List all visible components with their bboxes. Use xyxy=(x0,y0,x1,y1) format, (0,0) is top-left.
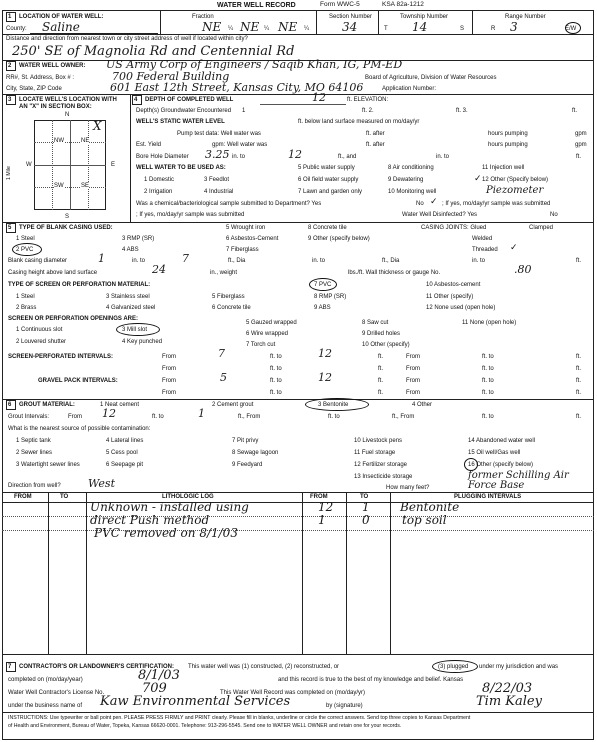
grout-to-value: 1 xyxy=(198,407,205,420)
casing-1: 1 Steel xyxy=(16,236,35,242)
spi-to-value: 12 xyxy=(318,347,332,360)
chem-no-check-icon: ✓ xyxy=(430,197,438,207)
gpi-from-3: From xyxy=(162,390,176,396)
spi-ft-3: ft. xyxy=(378,366,384,372)
blank-casing-diameter-label: Blank casing diameter xyxy=(8,258,68,264)
use-other-value: Piezometer xyxy=(486,185,544,196)
grout-from-value: 12 xyxy=(102,407,116,420)
quadrant-ne: NE xyxy=(81,138,90,144)
plug-1-from: 12 xyxy=(318,500,334,514)
disinfected-label: Water Well Disinfected? Yes xyxy=(402,212,478,218)
grout-ft-to-2: ft. to xyxy=(328,414,340,420)
spi-ft-to-1: ft. to xyxy=(270,354,282,360)
city-state-zip-label: City, State, ZIP Code xyxy=(6,86,62,92)
fraction-q2: NE xyxy=(240,20,260,34)
casing-2: 2 PVC xyxy=(16,247,34,253)
plug-2-to: 0 xyxy=(362,513,370,527)
casing-height-label: Casing height above land surface xyxy=(8,270,98,276)
screen-10: 10 Asbestos-cement xyxy=(426,282,481,288)
range-ew: E/W xyxy=(565,26,577,32)
use-10: 10 Monitoring well xyxy=(388,189,437,195)
owner-value: US Army Corp of Engineers / Saqib Khan, IG, PM-ED xyxy=(106,58,403,71)
bcd-in-to: in. to xyxy=(132,258,146,264)
form-number: Form WWC-5 xyxy=(320,1,360,8)
water-well-record-form xyxy=(2,2,594,740)
casing-7: 7 Fiberglass xyxy=(226,247,259,253)
openings-label: SCREEN OR PERFORATION OPENINGS ARE: xyxy=(8,316,139,322)
source-8: 8 Sewage lagoon xyxy=(232,450,279,456)
plug-2-from: 1 xyxy=(318,513,326,527)
use-9: 9 Dewatering xyxy=(388,177,424,183)
county-label: County: xyxy=(6,26,27,32)
section-1-number: 1 xyxy=(8,14,12,20)
fraction-label: Fraction xyxy=(192,14,214,20)
source-15: 15 Oil well/Gas well xyxy=(468,450,521,456)
address-value: 700 Federal Building xyxy=(112,70,230,83)
use-5: 5 Public water supply xyxy=(298,165,355,171)
casing-height: 24 xyxy=(152,263,166,276)
bore-label: Bore Hole Diameter xyxy=(136,154,189,160)
section-2-number: 2 xyxy=(8,63,12,69)
log-header-to-2: TO xyxy=(360,494,369,500)
lithology-line-2: direct Push method xyxy=(90,513,210,527)
plugged-circle xyxy=(432,660,478,673)
ksa-number: KSA 82a-1212 xyxy=(382,1,424,8)
quarter-symbol: ¼ xyxy=(304,26,310,32)
opening-6: 6 Wire wrapped xyxy=(246,331,289,337)
gpi-from-4: From xyxy=(406,390,420,396)
application-number-label: Application Number: xyxy=(382,86,437,92)
casing-9: 9 Other (specify below) xyxy=(308,236,370,242)
screen-11: 11 Other (specify) xyxy=(426,294,474,300)
screen-3: 3 Stainless steel xyxy=(106,294,150,300)
source-2: 2 Sewer lines xyxy=(16,450,53,456)
gpi-from-1: From xyxy=(162,378,176,384)
opening-5: 5 Gauzed wrapped xyxy=(246,320,297,326)
static-level-label: WELL'S STATIC WATER LEVEL xyxy=(136,119,225,125)
spi-ft-to-4: ft. to xyxy=(482,366,494,372)
gpi-from-2: From xyxy=(406,378,420,384)
disinfected-no: No xyxy=(550,212,558,218)
gpi-to-value: 12 xyxy=(318,371,332,384)
opening-9: 9 Drilled holes xyxy=(362,331,401,337)
cert-plugged: (3) plugged xyxy=(438,664,469,670)
casing-6: 6 Asbestos-Cement xyxy=(226,236,279,242)
other-source-value: former Schilling Air Force Base xyxy=(468,470,569,491)
bore-depth: 12 xyxy=(288,148,302,161)
bcd-in-to-2: in. to xyxy=(312,258,326,264)
screen-5: 5 Fiberglass xyxy=(212,294,245,300)
source-4: 4 Lateral lines xyxy=(106,438,144,444)
log-header-plugging: PLUGGING INTERVALS xyxy=(454,494,522,500)
completed-on-label: completed on (mo/day/year) xyxy=(8,677,83,683)
yield-label-2: gpm: Well water was xyxy=(212,142,268,148)
gpi-ft-2: ft. xyxy=(576,378,582,384)
range-value: 3 xyxy=(510,20,518,34)
yield-gpm: gpm xyxy=(575,142,587,148)
yield-after: ft. after xyxy=(366,142,385,148)
screen-1: 1 Steel xyxy=(16,294,35,300)
opening-3: 3 Mill slot xyxy=(122,327,148,333)
grout-ft-from-2: ft., From xyxy=(392,414,415,420)
section-4-number: 4 xyxy=(134,97,138,103)
grout-intervals-label: Grout Intervals: xyxy=(8,414,50,420)
source-10: 10 Livestock pens xyxy=(354,438,403,444)
ew-circle xyxy=(565,22,581,34)
use-12-check-icon: ✓ xyxy=(474,174,482,184)
license-label: Water Well Contractor's License No. xyxy=(8,690,105,696)
use-2: 2 Irrigation xyxy=(144,189,173,195)
casing-3: 3 RMP (SR) xyxy=(122,236,155,242)
plug-2-material: top soil xyxy=(402,513,447,527)
signature: Tim Kaley xyxy=(476,694,542,709)
one-mile-label: 1 Mile xyxy=(6,166,12,180)
pump-test-label: Pump test data: Well water was xyxy=(177,131,261,137)
source-14: 14 Abandoned water well xyxy=(468,438,536,444)
quadrant-nw: NW xyxy=(54,138,64,144)
quarter-symbol: ¼ xyxy=(228,26,234,32)
gw-3: ft. 3. xyxy=(456,108,468,114)
cert-line-1: This water well was (1) constructed, (2) reconstructed, or xyxy=(188,664,340,670)
spi-ft-to-3: ft. to xyxy=(270,366,282,372)
distance-label: Distance and direction from nearest town or city street address of well if located within city? xyxy=(6,36,248,42)
use-1: 1 Domestic xyxy=(144,177,175,183)
county-value: Saline xyxy=(42,20,80,34)
use-3: 3 Feedlot xyxy=(204,177,230,183)
bcd-ft-dia-2: ft., Dia xyxy=(382,258,400,264)
city-state-zip-value: 601 East 12th Street, Kansas City, MO 64106 xyxy=(110,81,364,94)
well-location-mark: X xyxy=(93,119,102,133)
spi-ft-2: ft. xyxy=(576,354,582,360)
yield-label: Est. Yield xyxy=(136,142,162,148)
board-label: Board of Agriculture, Division of Water Resources xyxy=(365,75,497,81)
cert-line-2b: and this record is true to the best of my knowledge and belief. Kansas xyxy=(278,677,464,683)
pump-after: ft. after xyxy=(366,131,385,137)
plug-1-to: 1 xyxy=(362,500,370,514)
spi-from-4: From xyxy=(406,366,420,372)
casing-8: 8 Concrete tile xyxy=(308,225,347,231)
casing-joints-threaded: Threaded xyxy=(472,247,498,253)
grout-4: 4 Other xyxy=(412,402,433,408)
quadrant-sw: SW xyxy=(54,183,64,189)
casing-joints-welded: Welded xyxy=(472,236,493,242)
bore-in-to: in. to xyxy=(232,154,246,160)
gpi-ft-4: ft. xyxy=(576,390,582,396)
yield-hours: hours pumping xyxy=(488,142,528,148)
township-label: Township Number xyxy=(400,14,449,20)
screen-8: 8 RMP (SR) xyxy=(314,294,347,300)
use-6: 6 Oil field water supply xyxy=(298,177,359,183)
casing-joints-clamped: Clamped xyxy=(529,225,554,231)
quadrant-se: SE xyxy=(81,183,90,189)
township-S: S xyxy=(460,26,465,32)
signature-label: by (signature) xyxy=(326,703,363,709)
casing-4: 4 ABS xyxy=(122,247,139,253)
casing-5: 5 Wrought iron xyxy=(226,225,266,231)
business-name-label: under the business name of xyxy=(8,703,83,709)
location-label: LOCATION OF WATER WELL: xyxy=(19,14,104,20)
source-7: 7 Pit privy xyxy=(232,438,259,444)
opening-10: 10 Other (specify) xyxy=(362,342,410,348)
screen-12: 12 None used (open hole) xyxy=(426,305,496,311)
lithology-line-3: PVC removed on 8/1/03 xyxy=(94,526,238,540)
source-12: 12 Fertilizer storage xyxy=(354,462,408,468)
direction-label: Direction from well? xyxy=(8,483,61,489)
spi-ft-1: ft. xyxy=(378,354,384,360)
elevation-label: ft. ELEVATION: xyxy=(347,97,389,103)
source-11: 11 Fuel storage xyxy=(354,450,396,456)
opening-4: 4 Key punched xyxy=(122,339,163,345)
spi-from-3: From xyxy=(162,366,176,372)
spi-from-2: From xyxy=(406,354,420,360)
source-3: 3 Watertight sewer lines xyxy=(16,462,80,468)
depth-label: DEPTH OF COMPLETED WELL xyxy=(145,97,234,103)
cert-line-1b: under my jurisdiction and was xyxy=(479,664,559,670)
grout-ft-from: ft., From xyxy=(238,414,261,420)
section-7-number: 7 xyxy=(8,664,12,670)
threaded-check-icon: ✓ xyxy=(510,243,518,253)
pump-gpm: gpm xyxy=(575,131,587,137)
owner-label: WATER WELL OWNER: xyxy=(19,63,86,69)
bcd-in-to-3: in. to xyxy=(472,258,486,264)
gw-2: ft. 2. xyxy=(362,108,374,114)
spi-from-value: 7 xyxy=(218,347,225,360)
gpi-ft-to-2: ft. to xyxy=(482,378,494,384)
gpi-from-value: 5 xyxy=(220,371,227,384)
fraction-q1: NE xyxy=(202,20,222,34)
casing-label: TYPE OF BLANK CASING USED: xyxy=(19,225,113,231)
source-9: 9 Feedyard xyxy=(232,462,263,468)
record-completed-date: 8/22/03 xyxy=(482,681,533,696)
lithology-line-1: Unknown - installed using xyxy=(90,500,249,514)
opening-11: 11 None (open hole) xyxy=(462,320,517,326)
source-13: 13 Insecticide storage xyxy=(354,474,413,480)
screen-pvc-circle xyxy=(309,278,337,291)
opening-2: 2 Louvered shutter xyxy=(16,339,67,345)
grout-label: GROUT MATERIAL: xyxy=(19,402,75,408)
bcd-ft-3: ft. xyxy=(576,258,582,264)
blank-casing-diameter: 1 xyxy=(98,252,105,265)
log-header-from-2: FROM xyxy=(310,494,328,500)
direction-value: West xyxy=(88,477,115,490)
gpi-ft-to-4: ft. to xyxy=(482,390,494,396)
compass-west: W xyxy=(26,162,32,168)
spi-ft-to-2: ft. to xyxy=(482,354,494,360)
section-number-label: Section Number xyxy=(329,14,373,20)
instructions-line-1: INSTRUCTIONS: Use typewriter or ball point pen. PLEASE PRESS FIRMLY and PRINT clearly. Please fill in blanks, underline or circle the correct answers. Send top three copies to Kansas Department xyxy=(8,715,471,721)
casing-height-in-weight: in., weight xyxy=(210,270,238,276)
mill-slot-circle xyxy=(116,323,160,336)
opening-8: 8 Saw cut xyxy=(362,320,389,326)
quarter-symbol: ¼ xyxy=(264,26,270,32)
record-completed-label: This Water Well Record was completed on (mo/day/yr) xyxy=(220,690,366,696)
bentonite-circle xyxy=(305,398,369,411)
grout-2: 2 Cement grout xyxy=(212,402,254,408)
completed-date: 8/1/03 xyxy=(138,668,180,683)
groundwater-label: Depth(s) Groundwater Encountered xyxy=(136,108,232,114)
gpi-ft-3: ft. xyxy=(378,390,384,396)
screen-2: 2 Brass xyxy=(16,305,37,311)
section-number: 34 xyxy=(342,20,358,34)
log-header-to: TO xyxy=(60,494,69,500)
fraction-q3: NE xyxy=(278,20,298,34)
address-label: RR#, St. Address, Box # : xyxy=(6,75,75,81)
range-R: R xyxy=(491,26,496,32)
gpi-ft-1: ft. xyxy=(378,378,384,384)
chem-sample-spacer: ; If yes, mo/day/yr sample was submitted xyxy=(136,212,245,218)
gauge-number: .80 xyxy=(514,263,532,276)
gpi-ft-to-3: ft. to xyxy=(270,390,282,396)
gw-1: 1 xyxy=(242,108,246,114)
compass-south: S xyxy=(65,214,70,220)
locate-label-2: AN "X" IN SECTION BOX: xyxy=(19,104,92,110)
screen-6: 6 Concrete tile xyxy=(212,305,251,311)
section-6-number: 6 xyxy=(8,402,12,408)
distance-value: 250' SE of Magnolia Rd and Centennial Rd xyxy=(12,44,295,59)
screen-intervals-label: SCREEN-PERFORATED INTERVALS: xyxy=(8,354,114,360)
grout-ft-to: ft. to xyxy=(152,414,164,420)
use-11: 11 Injection well xyxy=(482,165,525,171)
screen-7: 7 PVC xyxy=(314,282,332,288)
chem-sample-label: Was a chemical/bacteriological sample submitted to Department? Yes xyxy=(136,201,322,207)
blank-casing-depth: 7 xyxy=(182,252,189,265)
locate-label: LOCATE WELL'S LOCATION WITH xyxy=(19,97,117,103)
spi-from-1: From xyxy=(162,354,176,360)
form-title: WATER WELL RECORD xyxy=(217,2,296,9)
plug-1-material: Bentonite xyxy=(400,500,460,514)
township-value: 14 xyxy=(412,20,428,34)
compass-east: E xyxy=(111,162,116,168)
screen-9: 9 ABS xyxy=(314,305,331,311)
source-1: 1 Septic tank xyxy=(16,438,51,444)
how-many-feet-label: How many feet? xyxy=(386,485,430,491)
use-12: 12 Other (Specify below) xyxy=(482,177,549,183)
section-3-number: 3 xyxy=(8,97,12,103)
bore-in-to-2: in. to xyxy=(436,154,450,160)
bore-ft-and: ft., and xyxy=(338,154,357,160)
grout-ft-to-3: ft. to xyxy=(482,414,494,420)
static-level-label-2: ft. below land surface measured on mo/day/yr xyxy=(298,119,420,125)
range-label: Range Number xyxy=(505,14,546,20)
chem-sample-date-label: ; If yes, mo/day/yr sample was submitted xyxy=(442,201,551,207)
screen-4: 4 Galvanized steel xyxy=(106,305,156,311)
pump-hours: hours pumping xyxy=(488,131,528,137)
pvc-circle xyxy=(12,243,42,256)
opening-7: 7 Torch cut xyxy=(246,342,276,348)
bcd-ft-dia: ft., Dia xyxy=(228,258,246,264)
wall-thickness-label: lbs./ft. Wall thickness or gauge No. xyxy=(348,270,441,276)
section-5-number: 5 xyxy=(8,225,12,231)
use-8: 8 Air conditioning xyxy=(388,165,434,171)
bore-ft-2: ft. xyxy=(576,154,582,160)
contamination-label: What is the nearest source of possible contamination: xyxy=(8,426,151,432)
grout-1: 1 Neat cement xyxy=(100,402,140,408)
use-4: 4 Industrial xyxy=(204,189,234,195)
screen-material-label: TYPE OF SCREEN OR PERFORATION MATERIAL: xyxy=(8,282,151,288)
casing-joints-glued: CASING JOINTS: Glued xyxy=(421,225,487,231)
use-label: WELL WATER TO BE USED AS: xyxy=(136,165,226,171)
compass-north: N xyxy=(65,112,70,118)
depth-value: 12 xyxy=(312,91,326,104)
opening-1: 1 Continuous slot xyxy=(16,327,63,333)
grout-ft-3: ft. xyxy=(576,414,582,420)
certification-label: CONTRACTOR'S OR LANDOWNER'S CERTIFICATION: xyxy=(19,664,174,670)
business-name: Kaw Environmental Services xyxy=(100,694,291,709)
gpi-ft-to-1: ft. to xyxy=(270,378,282,384)
gravel-pack-label: GRAVEL PACK INTERVALS: xyxy=(38,378,118,384)
license-number: 709 xyxy=(142,681,167,696)
township-T: T xyxy=(384,26,388,32)
log-header-from: FROM xyxy=(14,494,32,500)
use-7: 7 Lawn and garden only xyxy=(298,189,363,195)
grout-3: 3 Bentonite xyxy=(318,402,349,408)
source-5: 5 Cess pool xyxy=(106,450,138,456)
source-16: 16 Other (specify below) xyxy=(468,462,534,468)
spi-ft-4: ft. xyxy=(576,366,582,372)
bore-diameter: 3.25 xyxy=(205,148,230,161)
log-header-lithologic: LITHOLOGIC LOG xyxy=(162,494,214,500)
gw-4: ft. xyxy=(572,108,578,114)
chem-no: No xyxy=(416,201,424,207)
grout-from: From xyxy=(68,414,82,420)
source-6: 6 Seepage pit xyxy=(106,462,144,468)
instructions-line-2: of Health and Environment, Bureau of Water, Topeka, Kansas 66620-0001. Telephone: 913-296-5545. Send one to WATER WELL OWNER and retain one for your records. xyxy=(8,723,402,729)
